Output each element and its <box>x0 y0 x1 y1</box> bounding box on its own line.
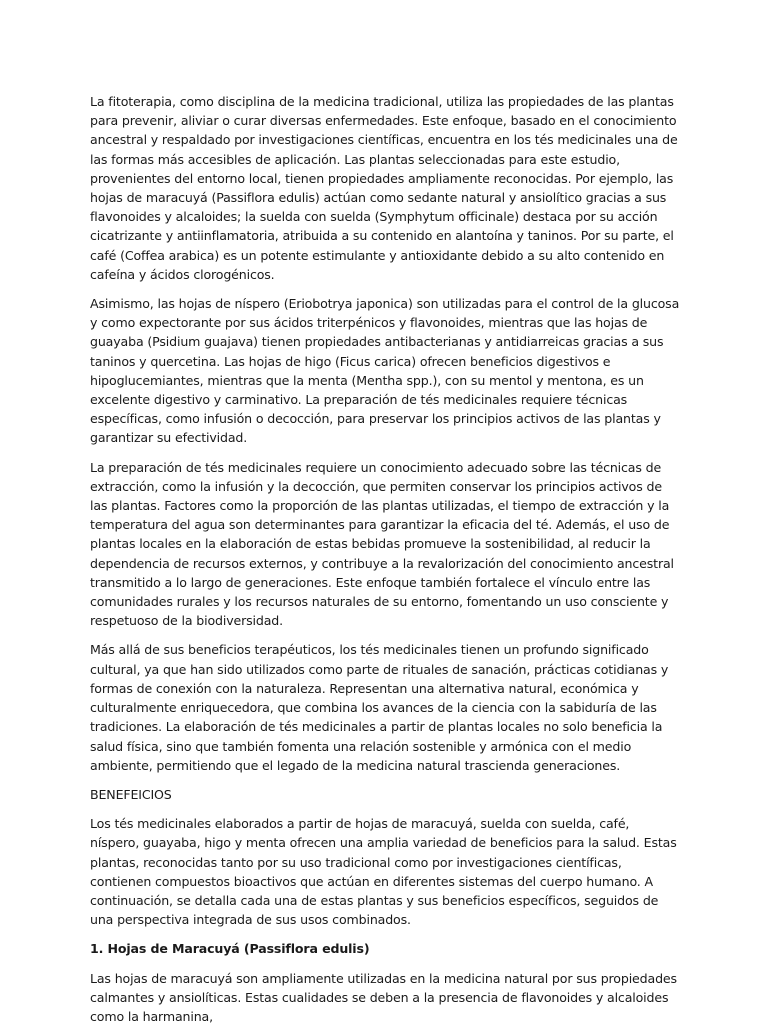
paragraph-cultural: Más allá de sus beneficios terapéuticos, los tés medicinales tienen un profundo significado cultural, ya que han sido utilizados como parte de rituales de sanación, prácticas cotidianas y formas de conexión con la naturaleza. Representan una alternativa natural, económica y culturalmente enriquecedora, que combina los avances de la ciencia con la sabiduría de las tradiciones. La elaboración de tés medicinales a partir de plantas locales no solo beneficia la salud física, sino que también fomenta una relación sostenible y armónica con el medio ambiente, permitiendo que el legado de la medicina natural trascienda generaciones. <box>90 642 669 773</box>
document-body <box>90 92 680 1036</box>
section-1-text: Las hojas de maracuyá son ampliamente utilizadas en la medicina natural por sus propiedades calmantes y ansiolíticas. Estas cualidades se deben a la presencia de flavonoides y alcaloides como la harmanina, <box>90 970 677 1024</box>
paragraph-plants: Asimismo, las hojas de níspero (Eriobotrya japonica) son utilizadas para el control de la glucosa y como expectorante por sus ácidos triterpénicos y flavonoides, mientras que las hojas de guayaba (Psidium guajava) tienen propiedades antibacterianas y antidiarreicas gracias a sus taninos y quercetina. Las hojas de higo (Ficus carica) ofrecen beneficios digestivos e hipoglucemiantes, mientras que la menta (Mentha spp.), con su mentol y mentona, es un excelente digestivo y carminativo. La preparación de tés medicinales requiere técnicas específicas, como infusión o decocción, para preservar los principios activos de las plantas y garantizar su efectividad. <box>90 296 680 446</box>
paragraph-benefits-intro: Los tés medicinales elaborados a partir de hojas de maracuyá, suelda con suelda, café, níspero, guayaba, higo y menta ofrecen una amplia variedad de beneficios para la salud. Estas plantas, reconocidas tanto por su uso tradicional como por investigaciones científicas, contienen compuestos bioactivos que actúan en diferentes sistemas del cuerpo humano. A continuación, se detalla cada una de estas plantas y sus beneficios específicos, seguidos de una perspectiva integrada de sus usos combinados. <box>90 816 677 928</box>
paragraph-preparation: La preparación de tés medicinales requiere un conocimiento adecuado sobre las técnicas de extracción, como la infusión y la decocción, que permiten conservar los principios activos de las plantas. Factores como la proporción de las plantas utilizadas, el tiempo de extracción y la temperatura del agua son determinantes para garantizar la eficacia del té. Además, el uso de plantas locales en la elaboración de estas bebidas promueve la sostenibilidad, al reducir la dependencia de recursos externos, y contribuye a la revalorización del conocimiento ancestral transmitido a lo largo de generaciones. Este enfoque también fortalece el vínculo entre las comunidades rurales y los recursos naturales de su entorno, fomentando un uso consciente y respetuoso de la biodiversidad. <box>90 459 674 629</box>
benefits-heading: BENEFEICIOS <box>90 786 172 802</box>
section-1-title: 1. Hojas de Maracuyá (Passiflora edulis) <box>90 941 370 957</box>
paragraph-intro: La fitoterapia, como disciplina de la medicina tradicional, utiliza las propiedades de las plantas para prevenir, aliviar o curar diversas enfermedades. Este enfoque, basado en el conocimiento ancestral y respaldado por investigaciones científicas, encuentra en los tés medicinales una de las formas más accesibles de aplicación. Las plantas seleccionadas para este estudio, provenientes del entorno local, tienen propiedades ampliamente reconocidas. Por ejemplo, las hojas de maracuyá (Passiflora edulis) actúan como sedante natural y ansiolítico gracias a sus flavonoides y alcaloides; la suelda con suelda (Symphytum officinale) destaca por su acción cicatrizante y antiinflamatoria, atribuida a su contenido en alantoína y taninos. Por su parte, el café (Coffea arabica) es un potente estimulante y antioxidante debido a su alto contenido en cafeína y ácidos clorogénicos. <box>90 94 678 282</box>
